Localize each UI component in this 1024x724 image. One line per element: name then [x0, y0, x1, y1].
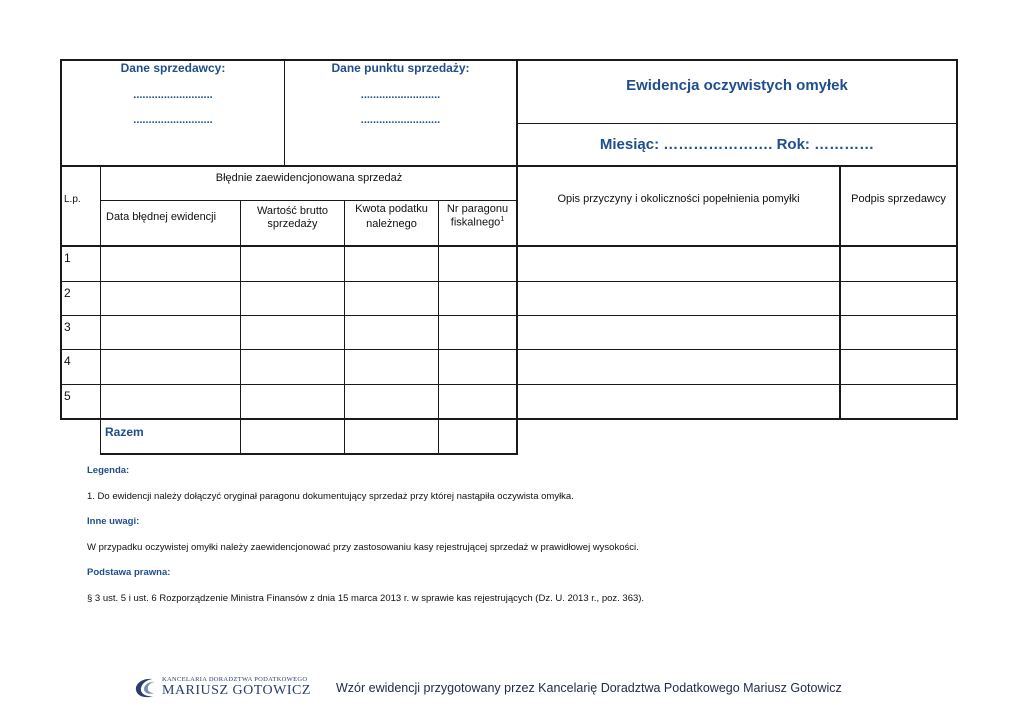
- logo-swoosh-icon: [132, 676, 160, 700]
- grid-line: [60, 281, 957, 282]
- grid-line: [100, 453, 517, 455]
- date-header: Data błędnej ewidencji: [106, 211, 217, 223]
- tax-header-line2: należnego: [366, 218, 417, 230]
- company-logo: [130, 676, 311, 704]
- grid-line: [284, 59, 285, 166]
- lp-header: L.p.: [64, 194, 81, 205]
- other-notes-text: W przypadku oczywistej omyłki należy zaewidencjonować przy zastosowaniu kasy rejestrującej sprzedaż w prawidłowej wysokości.: [87, 542, 639, 553]
- grid-line: [240, 200, 241, 455]
- legend-text: 1. Do ewidencji należy dołączyć oryginał paragonu dokumentujący sprzedaż przy której nastąpiła oczywista omyłka.: [87, 491, 574, 502]
- row-number: 1: [64, 251, 71, 265]
- grid-line: [101, 200, 517, 201]
- grid-line: [60, 245, 957, 247]
- grid-line: [60, 418, 957, 420]
- pos-line-1[interactable]: ..........................: [360, 89, 441, 101]
- grid-line: [60, 349, 957, 350]
- seller-label: Dane sprzedawcy:: [120, 61, 226, 75]
- grid-line: [60, 165, 957, 167]
- reason-header: Opis przyczyny i okoliczności popełnienia pomyłki: [557, 193, 800, 205]
- seller-line-2[interactable]: ..........................: [133, 114, 213, 126]
- grid-line: [60, 384, 957, 385]
- group-header: Błędnie zaewidencjonowana sprzedaż: [215, 172, 403, 184]
- grid-line: [517, 123, 957, 124]
- row-number: 5: [64, 389, 71, 403]
- grid-line: [100, 165, 101, 455]
- grid-line: [344, 200, 345, 455]
- seller-line-1[interactable]: ..........................: [133, 89, 213, 101]
- footnote-mark: 1: [500, 216, 505, 223]
- grid-line: [438, 200, 439, 455]
- form-title: Ewidencja oczywistych omyłek: [626, 77, 848, 94]
- legend-title: Legenda:: [87, 465, 130, 476]
- footer: [0, 676, 1024, 706]
- other-notes-title: Inne uwagi:: [87, 516, 140, 527]
- grid-line: [516, 59, 518, 455]
- row-number: 4: [64, 354, 71, 368]
- gross-header-line2: sprzedaży: [267, 218, 318, 230]
- month-year-field[interactable]: Miesiąc: …………………. Rok: …………: [599, 136, 875, 153]
- grid-line: [60, 315, 957, 316]
- row-number: 3: [64, 320, 71, 334]
- gross-header-line1: Wartość brutto: [256, 205, 329, 217]
- pos-label: Dane punktu sprzedaży:: [331, 61, 470, 75]
- logo-name: MARIUSZ GOTOWICZ: [162, 683, 311, 698]
- receipt-header-line1: Nr paragonu: [446, 203, 509, 215]
- footer-text: Wzór ewidencji przygotowany przez Kancelarię Doradztwa Podatkowego Mariusz Gotowicz: [336, 681, 842, 695]
- signature-header: Podpis sprzedawcy: [851, 193, 946, 205]
- receipt-header-line2: fiskalnego$^1$: [450, 216, 505, 229]
- row-number: 2: [64, 286, 71, 300]
- legal-basis-title: Podstawa prawna:: [87, 567, 171, 578]
- grid-line: [956, 59, 958, 420]
- legal-basis-text: § 3 ust. 5 i ust. 6 Rozporządzenie Ministra Finansów z dnia 15 marca 2013 r. w sprawie kas rejestrujących (Dz. U. 2013 r., poz. 363).: [87, 593, 645, 604]
- total-label: Razem: [105, 425, 144, 439]
- pos-line-2[interactable]: ..........................: [360, 114, 441, 126]
- tax-header-line1: Kwota podatku: [355, 203, 428, 215]
- logo-subtitle: KANCELARIA DORADZTWA PODATKOWEGO: [162, 676, 308, 683]
